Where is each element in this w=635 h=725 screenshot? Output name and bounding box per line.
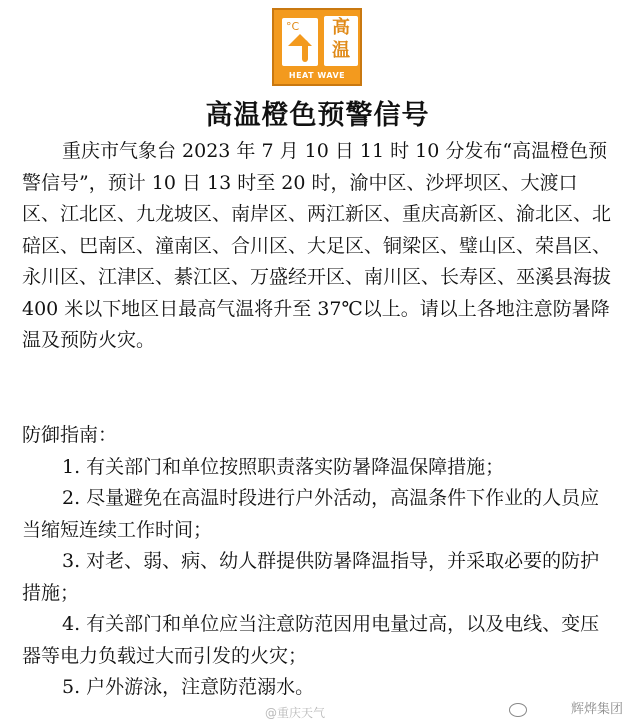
heat-wave-orange-badge [272, 8, 362, 86]
guide-item-2: 2. 尽量避免在高温时段进行户外活动，高温条件下作业的人员应当缩短连续工作时间； [22, 487, 600, 541]
badge-zh-text: 高温 [324, 16, 358, 66]
guide-item-4: 4. 有关部门和单位应当注意防范因用电量过高，以及电线、变压器等电力负载过大而引发的火灾； [22, 613, 600, 667]
guide-heading: 防御指南： [22, 424, 118, 446]
guide-item-1: 1. 有关部门和单位按照职责落实防暑降温保障措施； [62, 456, 505, 478]
page-title: 高温橙色预警信号 [205, 100, 430, 131]
house-roof-shape [288, 34, 312, 46]
wechat-icon [509, 703, 527, 717]
thermometer-house-icon [282, 18, 318, 66]
guide-item-5: 5. 户外游泳，注意防范溺水。 [62, 676, 315, 698]
thermometer-bar [302, 40, 308, 62]
source-label: 辉烨集团 [570, 702, 623, 717]
guide-item-3: 3. 对老、弱、病、幼人群提供防暑降温指导，并采取必要的防护措施； [22, 550, 600, 604]
weibo-watermark: @重庆天气 [265, 706, 326, 720]
degree-symbol: °C [286, 20, 300, 33]
badge-en-text: HEAT WAVE [288, 71, 346, 80]
announcement-paragraph: 重庆市气象台 2023 年 7 月 10 日 11 时 10 分发布“高温橙色预警信号”，预计 10 日 13 时至 20 时，渝中区、沙坪坝区、大渡口区、江北区、九龙坡区、南岸区、两江新区、重庆高新区、渝北区、北碚区、巴南区、潼南区、合川区、大足区、铜梁区、璧山区、荣昌区、永川区、江津区、綦江区、万盛经开区、南川区、长寿区、巫溪县海拔 400 米以下地区日最高气温将升至 37℃以上。请以上各地注意防暑降温及预防火灾。 [22, 140, 612, 351]
